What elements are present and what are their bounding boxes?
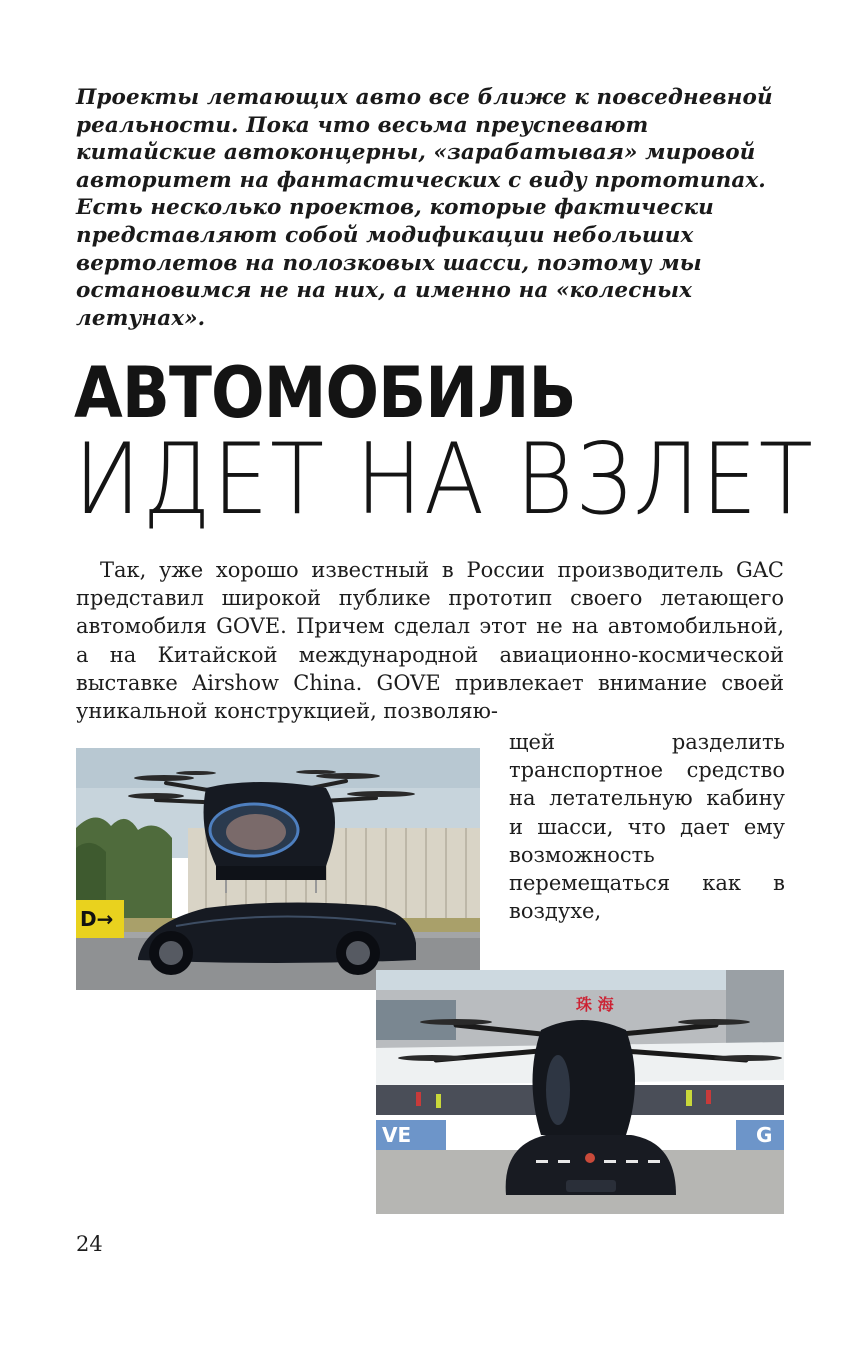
body-continuation: щей разделить транспортное средство на летательную кабину и шасси, что дает ему возможность перемещаться как в воздухе, bbox=[509, 730, 785, 924]
photo-gove-separated bbox=[76, 748, 480, 990]
photo-gove-separated-drawing bbox=[76, 748, 480, 990]
page-number: 24 bbox=[76, 1232, 103, 1256]
body-paragraph: Так, уже хорошо известный в России производитель GAC представил широкой публике прототип своего летающего автомобиля GOVE. Причем сделал этот не на автомобильной, а на Китайской международной авиационно-космической выставке Airshow China. GOVE привлекает внимание своей уникальной конструкцией, позволяю- bbox=[76, 558, 784, 724]
runway-sign-text: D→ bbox=[80, 907, 114, 931]
headline-line-2: ИДЕТ НА ВЗЛЕТ bbox=[74, 423, 815, 537]
article-body bbox=[76, 556, 784, 725]
banner-left-text: VE bbox=[382, 1123, 412, 1147]
photo-gove-airshow bbox=[376, 970, 784, 1214]
lead-paragraph: Проекты летающих авто все ближе к повседневной реальности. Пока что весьма преуспевают китайские автоконцерны, «зарабатывая» мировой авторитет на фантастических с виду прототипах. Есть несколько проектов, которые фактически представляют собой модификации небольших вертолетов на полозковых шасси, поэтому мы остановимся не на них, а именно на «колесных летунах». bbox=[76, 85, 773, 331]
banner-right-text: G bbox=[756, 1123, 773, 1147]
headline-line-1: АВТОМОБИЛЬ bbox=[74, 352, 576, 434]
photo-gove-airshow-drawing bbox=[376, 970, 784, 1214]
roof-sign-text: 珠 海 bbox=[576, 995, 614, 1014]
